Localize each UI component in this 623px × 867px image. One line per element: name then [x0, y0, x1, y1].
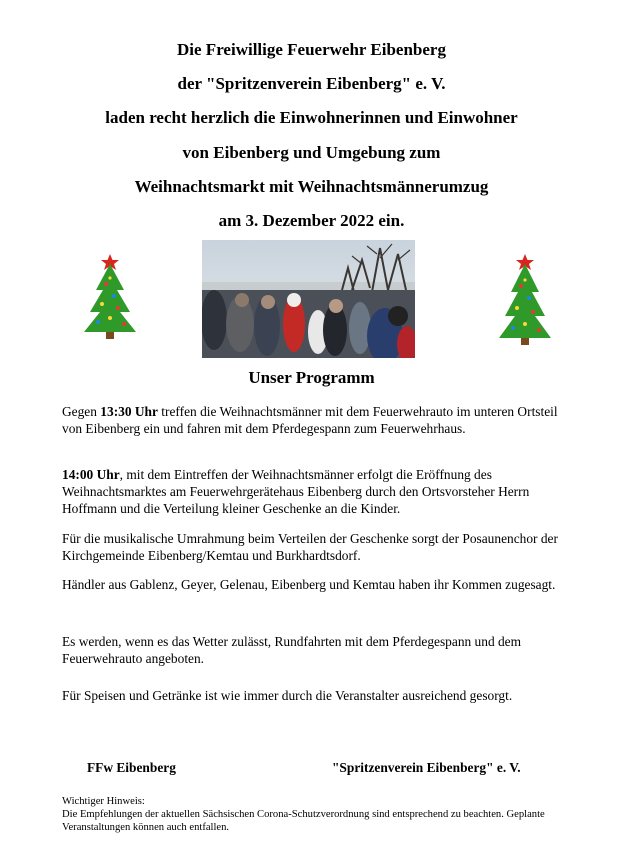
program-paragraph-6: Für Speisen und Getränke ist wie immer durch die Veranstalter ausreichend gesorgt. [62, 688, 513, 703]
heading-line-6: am 3. Dezember 2022 ein. [218, 211, 405, 231]
program-paragraph-4: Händler aus Gablenz, Geyer, Gelenau, Eibenberg und Kemtau haben ihr Kommen zugesagt. [62, 577, 556, 592]
notice-text: Die Empfehlungen der aktuellen Sächsischen Corona-Schutzverordnung sind entsprechend zu beachten. Geplante Veranstaltungen können auch entfallen. [62, 809, 545, 833]
heading-line-2: der "Spritzenverein Eibenberg" e. V. [177, 74, 446, 94]
invitation-heading [0, 33, 623, 238]
program-paragraph-3: Für die musikalische Umrahmung beim Verteilen der Geschenke sorgt der Posaunenchor der Kirchgemeinde Eibenberg/Kemtau und Burkhardtsdorf. [62, 531, 558, 563]
signature-ffw: FFw Eibenberg [87, 760, 176, 775]
heading-line-1: Die Freiwillige Feuerwehr Eibenberg [177, 40, 446, 59]
heading-line-4: von Eibenberg und Umgebung zum [182, 142, 441, 162]
important-notice [62, 795, 582, 834]
christmas-market-crowd-photo [202, 240, 415, 358]
p2-time: 14:00 Uhr [62, 467, 120, 482]
p1-prefix: Gegen [62, 404, 101, 419]
heading-line-3: laden recht herzlich die Einwohnerinnen und Einwohner [105, 108, 518, 128]
p1-text: treffen die Weihnachtsmänner mit dem Feuerwehrauto im unteren Ortsteil von Eibenberg ein und fahren mit dem Pferdegespann zum Feuerwehrhaus. [62, 404, 558, 436]
christmas-tree-icon [80, 250, 140, 340]
program-paragraph-1 [62, 403, 562, 437]
notice-title: Wichtiger Hinweis: [62, 796, 145, 807]
p1-time: 13:30 Uhr [100, 404, 158, 419]
p2-text: , mit dem Eintreffen der Weihnachtsmänner erfolgt die Eröffnung des Weihnachtsmarktes am Feuerwehrgerätehaus Eibenberg durch den Ortsvorsteher Herrn Hoffmann und die Verteilung kleiner Geschenke an die Kinder. [62, 467, 530, 516]
program-paragraph-2 [62, 466, 562, 517]
heading-line-5: Weihnachtsmarkt mit Weihnachtsmännerumzug [134, 176, 489, 196]
program-paragraph-5: Es werden, wenn es das Wetter zulässt, Rundfahrten mit dem Pferdegespann und dem Feuerwehrauto angeboten. [62, 634, 522, 666]
signature-spritzenverein: "Spritzenverein Eibenberg" e. V. [332, 760, 521, 775]
program-title: Unser Programm [248, 368, 375, 387]
christmas-tree-icon [495, 250, 555, 348]
